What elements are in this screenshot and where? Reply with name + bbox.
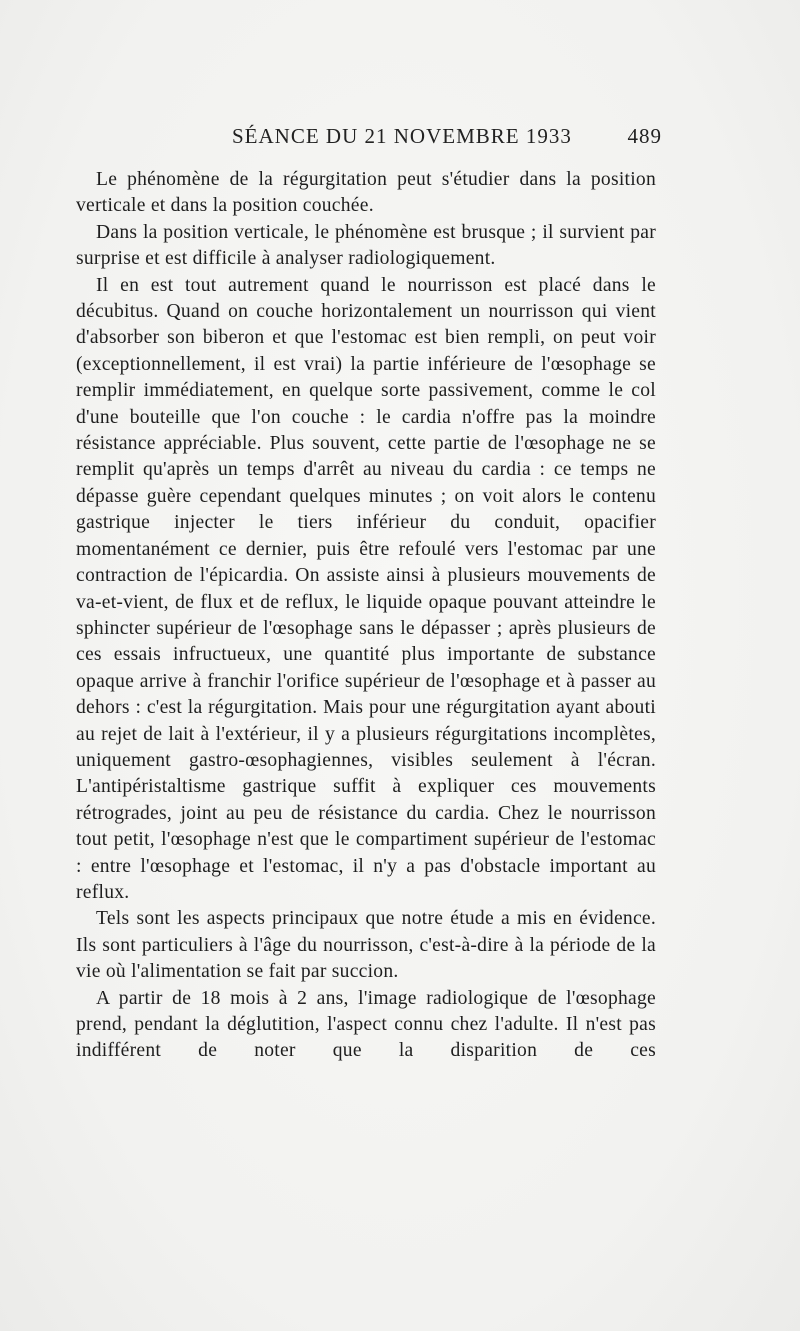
page-number: 489 bbox=[627, 124, 662, 148]
paragraph-regurgitation-positions: Le phénomène de la régurgitation peut s'étudier dans la position verticale et dans la position couchée. bbox=[76, 169, 656, 217]
body-text bbox=[76, 167, 656, 1065]
paragraph-vertical-position: Dans la position verticale, le phénomène est brusque ; il survient par surprise et est difficile à analyser radiologiquement. bbox=[76, 221, 656, 270]
paragraph-principal-aspects: Tels sont les aspects principaux que notre étude a mis en évidence. Ils sont particuliers à l'âge du nourrisson, c'est-à-dire à la période de la vie où l'alimentation se fait par succion. bbox=[76, 908, 656, 983]
running-header bbox=[232, 124, 662, 154]
paragraph-decubitus: Il en est tout autrement quand le nourrisson est placé dans le décubitus. Quand on couche horizontalement un nourrisson qui vient d'absorber son biberon et que l'estomac est bien rempli, on peut voir (exceptionnellement, il est vrai) la partie inférieure de l'œsophage se remplir immédiatement, en quelque sorte passivement, comme le col d'une bouteille que l'on couche : le cardia n'offre pas la moindre résistance appréciable. Plus souvent, cette partie de l'œsophage ne se remplit qu'après un temps d'arrêt au niveau du cardia : ce temps ne dépasse guère cependant quelques minutes ; on voit alors le contenu gastrique injecter le tiers inférieur du conduit, opacifier momentanément ce dernier, puis être refoulé vers l'estomac par une contraction de l'épicardia. On assiste ainsi à plusieurs mouvements de va-et-vient, de flux et de reflux, le liquide opaque pouvant atteindre le sphincter supérieur de l'œsophage sans le dépasser ; après plusieurs de ces essais infructueux, une quantité plus importante de substance opaque arrive à franchir l'orifice supérieur de l'œsophage et à passer au dehors : c'est la régurgitation. Mais pour une régurgitation ayant abouti au rejet de lait à l'extérieur, il y a plusieurs régurgitations incomplètes, uniquement gastro-œsophagiennes, visibles seulement à l'écran. L'antipéristaltisme gastrique suffit à expliquer ces mouvements rétrogrades, joint au peu de résistance du cardia. Chez le nourrisson tout petit, l'œsophage n'est que le compartiment supérieur de l'estomac : entre l'œsophage et l'estomac, il n'y a pas d'obstacle important au reflux. bbox=[76, 274, 656, 903]
paragraph-adult-aspect: A partir de 18 mois à 2 ans, l'image radiologique de l'œsophage prend, pendant la déglutition, l'aspect connu chez l'adulte. Il n'est pas indifférent de noter que la disparition de ces bbox=[76, 987, 656, 1062]
session-title: SÉANCE DU 21 NOVEMBRE 1933 bbox=[232, 124, 572, 148]
